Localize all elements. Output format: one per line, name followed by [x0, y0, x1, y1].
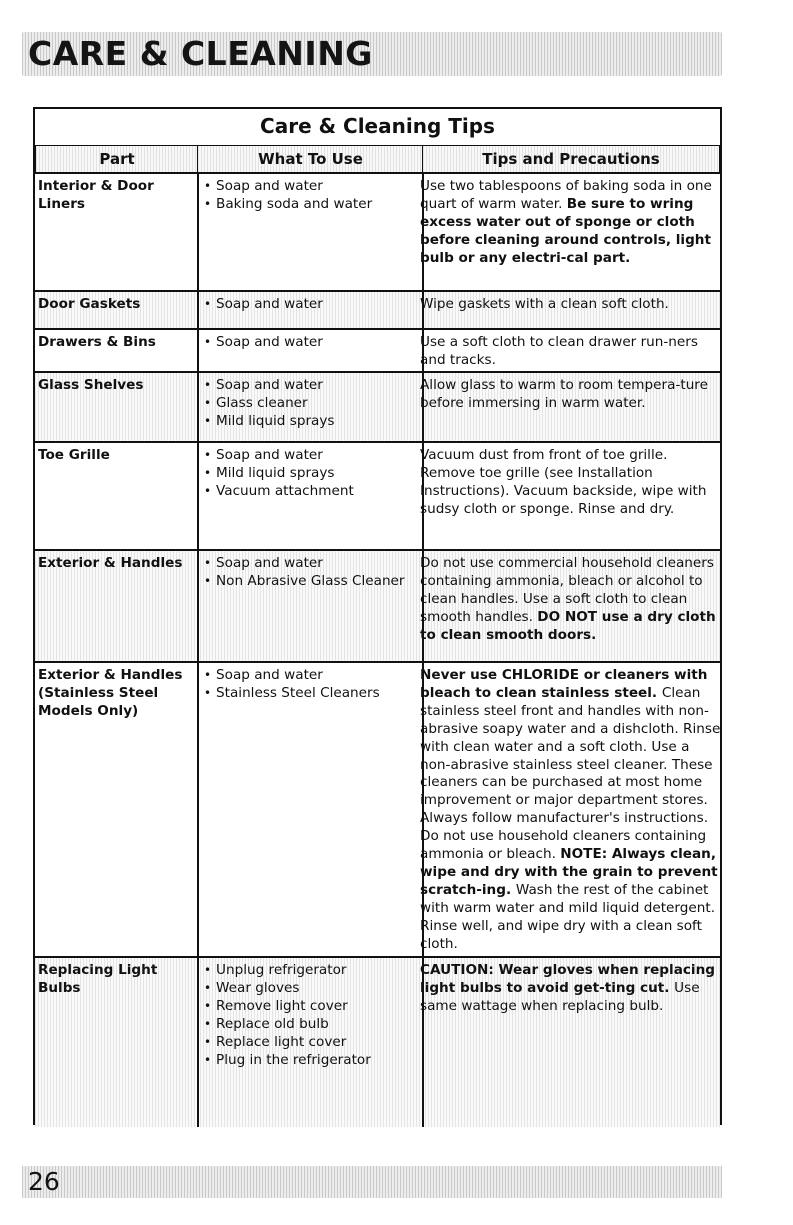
list-item: • Soap and water [203, 667, 421, 685]
what-to-use-list [203, 555, 421, 591]
what-to-use-list [203, 334, 421, 352]
tip-text: Use same wattage when replacing bulb. [420, 979, 700, 1014]
tip-text: Wash the rest of the cabinet with warm water and mild liquid detergent. Rinse well, and wipe dry with a clean soft cloth. [420, 881, 716, 952]
table-row [35, 328, 720, 373]
tip-text: Allow glass to warm to room tempera-ture before immersing in warm water. [420, 377, 708, 411]
tips-cell [420, 962, 722, 1016]
list-item: • Unplug refrigerator [203, 962, 421, 980]
list-item: • Replace old bulb [203, 1016, 421, 1034]
tips-cell [420, 377, 722, 413]
table-row [35, 290, 720, 330]
part-cell: Door Gaskets [38, 296, 141, 312]
what-to-use-list [203, 667, 421, 703]
what-to-use-list [203, 296, 421, 314]
tip-emphasis: NOTE: Always clean, wipe and dry with the grain to prevent scratch-ing. [420, 846, 718, 898]
tips-cell [420, 178, 722, 268]
list-item: • Stainless Steel Cleaners [203, 685, 421, 703]
list-item: • Mild liquid sprays [203, 465, 421, 483]
what-to-use-cell [203, 334, 421, 352]
table-row [35, 441, 720, 551]
what-to-use-cell [203, 555, 421, 591]
tips-cell [420, 296, 722, 314]
section-banner [22, 32, 722, 76]
tip-text: Use two tablespoons of baking soda in one quart of warm water. [420, 178, 712, 212]
tip-text: Use a soft cloth to clean drawer run-ners and tracks. [420, 334, 698, 368]
column-header-what-to-use: What To Use [197, 145, 424, 173]
footer-bar [22, 1166, 722, 1198]
column-header-part: Part [35, 145, 199, 173]
list-item: • Soap and water [203, 447, 421, 465]
care-tips-table [33, 107, 722, 1125]
list-item: • Soap and water [203, 178, 421, 196]
what-to-use-cell [203, 962, 421, 1069]
table-title: Care & Cleaning Tips [260, 114, 495, 138]
list-item: • Soap and water [203, 334, 421, 352]
list-item: • Wear gloves [203, 980, 421, 998]
tips-cell [420, 555, 722, 645]
section-title: CARE & CLEANING [28, 34, 373, 73]
list-item: • Soap and water [203, 377, 421, 395]
what-to-use-cell [203, 377, 421, 431]
what-to-use-list [203, 178, 421, 214]
tip-emphasis: Never use CHLORIDE or cleaners with bleach to clean stainless steel. [420, 667, 708, 701]
table-row [35, 549, 720, 663]
part-cell: Replacing Light Bulbs [38, 962, 158, 996]
list-item: • Soap and water [203, 296, 421, 314]
list-item: • Mild liquid sprays [203, 413, 421, 431]
page-number: 26 [28, 1167, 60, 1196]
part-cell: Toe Grille [38, 447, 110, 463]
tips-cell [420, 667, 722, 954]
tips-cell [420, 447, 722, 519]
part-cell: Exterior & Handles (Stainless Steel Models Only) [38, 667, 183, 719]
list-item: • Replace light cover [203, 1034, 421, 1052]
part-cell: Drawers & Bins [38, 334, 156, 350]
part-cell: Glass Shelves [38, 377, 144, 393]
list-item: • Vacuum attachment [203, 483, 421, 501]
tip-text: Vacuum dust from front of toe grille. Remove toe grille (see Installation Instructions). Vacuum backside, wipe with sudsy cloth or sponge. Rinse and dry. [420, 447, 707, 517]
tip-emphasis: Be sure to wring excess water out of sponge or cloth before cleaning around controls, light bulb or any electri-cal part. [420, 195, 711, 266]
tip-emphasis: DO NOT use a dry cloth to clean smooth doors. [420, 608, 716, 643]
list-item: • Glass cleaner [203, 395, 421, 413]
list-item: • Non Abrasive Glass Cleaner [203, 573, 421, 591]
list-item: • Soap and water [203, 555, 421, 573]
table-row [35, 661, 720, 958]
column-header-tips: Tips and Precautions [422, 145, 720, 173]
tip-text: Wipe gaskets with a clean soft cloth. [420, 296, 669, 312]
table-row [35, 172, 720, 292]
list-item: • Baking soda and water [203, 196, 421, 214]
table-row [35, 956, 720, 1127]
part-cell: Interior & Door Liners [38, 178, 154, 212]
tip-text: Do not use commercial household cleaners containing ammonia, bleach or alcohol to clean handles. Use a soft cloth to clean smooth handles. [420, 555, 714, 625]
what-to-use-list [203, 447, 421, 501]
what-to-use-cell [203, 447, 421, 501]
what-to-use-cell [203, 667, 421, 703]
list-item: • Remove light cover [203, 998, 421, 1016]
part-cell: Exterior & Handles [38, 555, 183, 571]
list-item: • Plug in the refrigerator [203, 1052, 421, 1070]
tips-cell [420, 334, 722, 370]
what-to-use-list [203, 377, 421, 431]
what-to-use-cell [203, 296, 421, 314]
table-row [35, 371, 720, 443]
what-to-use-cell [203, 178, 421, 214]
tip-text: Clean stainless steel front and handles with non-abrasive soapy water and a dishcloth. Rinse with clean water and a soft cloth. Use a non-abrasive stainless steel cleaner. These cleaners can be purchased at most home improvement or major department stores. Always follow manufacturer's instructions. Do not use household cleaners containing ammonia or bleach. [420, 684, 721, 863]
what-to-use-list [203, 962, 421, 1069]
tip-emphasis: CAUTION: Wear gloves when replacing light bulbs to avoid get-ting cut. [420, 962, 715, 996]
